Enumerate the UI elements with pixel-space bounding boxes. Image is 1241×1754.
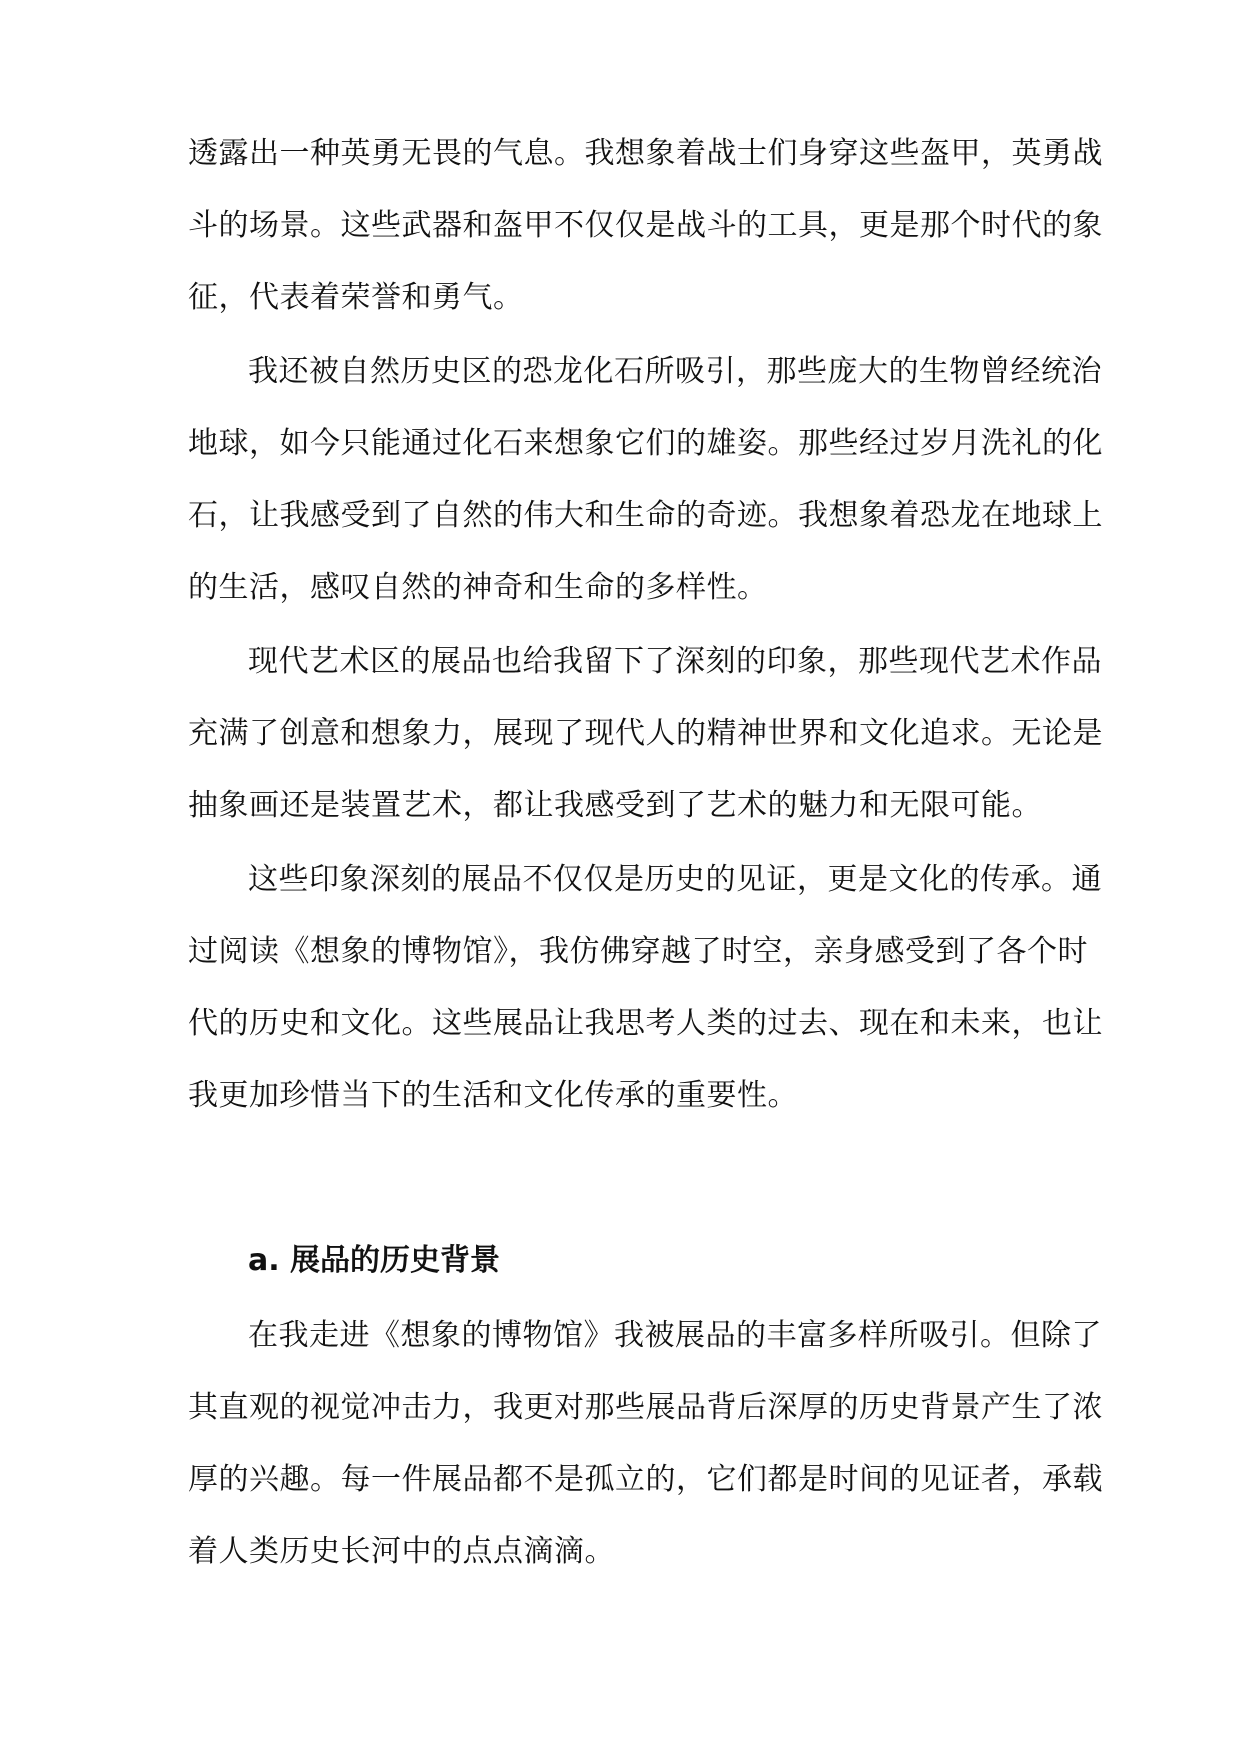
text-line: 在我走进《想象的博物馆》我被展品的丰富多样所吸引。但除了 (248, 1318, 1102, 1353)
text-line: 现代艺术区的展品也给我留下了深刻的印象，那些现代艺术作品 (248, 644, 1102, 679)
text-line: 代的历史和文化。这些展品让我思考人类的过去、现在和未来，也让 (188, 1006, 1103, 1041)
text-line: 这些印象深刻的展品不仅仅是历史的见证，更是文化的传承。通 (248, 862, 1102, 897)
text-line: 征，代表着荣誉和勇气。 (188, 280, 524, 315)
text-line: 着人类历史长河中的点点滴滴。 (188, 1534, 615, 1569)
text-line: 的生活，感叹自然的神奇和生命的多样性。 (188, 570, 768, 605)
text-line: 我更加珍惜当下的生活和文化传承的重要性。 (188, 1078, 798, 1113)
text-line: 地球，如今只能通过化石来想象它们的雄姿。那些经过岁月洗礼的化 (188, 426, 1103, 461)
text-line: 其直观的视觉冲击力，我更对那些展品背后深厚的历史背景产生了浓 (188, 1390, 1103, 1425)
text-line: 透露出一种英勇无畏的气息。我想象着战士们身穿这些盔甲，英勇战 (188, 136, 1103, 171)
text-line: 抽象画还是装置艺术，都让我感受到了艺术的魅力和无限可能。 (188, 788, 1042, 823)
section-marker: a. (248, 1243, 280, 1278)
section-title: 展品的历史背景 (290, 1243, 500, 1278)
text-line: 过阅读《想象的博物馆》，我仿佛穿越了时空，亲身感受到了各个时 (188, 934, 1088, 969)
text-line: 充满了创意和想象力，展现了现代人的精神世界和文化追求。无论是 (188, 716, 1103, 751)
text-line: 石，让我感受到了自然的伟大和生命的奇迹。我想象着恐龙在地球上 (188, 498, 1103, 533)
text-line: 斗的场景。这些武器和盔甲不仅仅是战斗的工具，更是那个时代的象 (188, 208, 1103, 243)
text-line: 我还被自然历史区的恐龙化石所吸引，那些庞大的生物曾经统治 (248, 354, 1102, 389)
section-heading (248, 1241, 500, 1281)
text-line: 厚的兴趣。每一件展品都不是孤立的，它们都是时间的见证者，承载 (188, 1462, 1103, 1497)
